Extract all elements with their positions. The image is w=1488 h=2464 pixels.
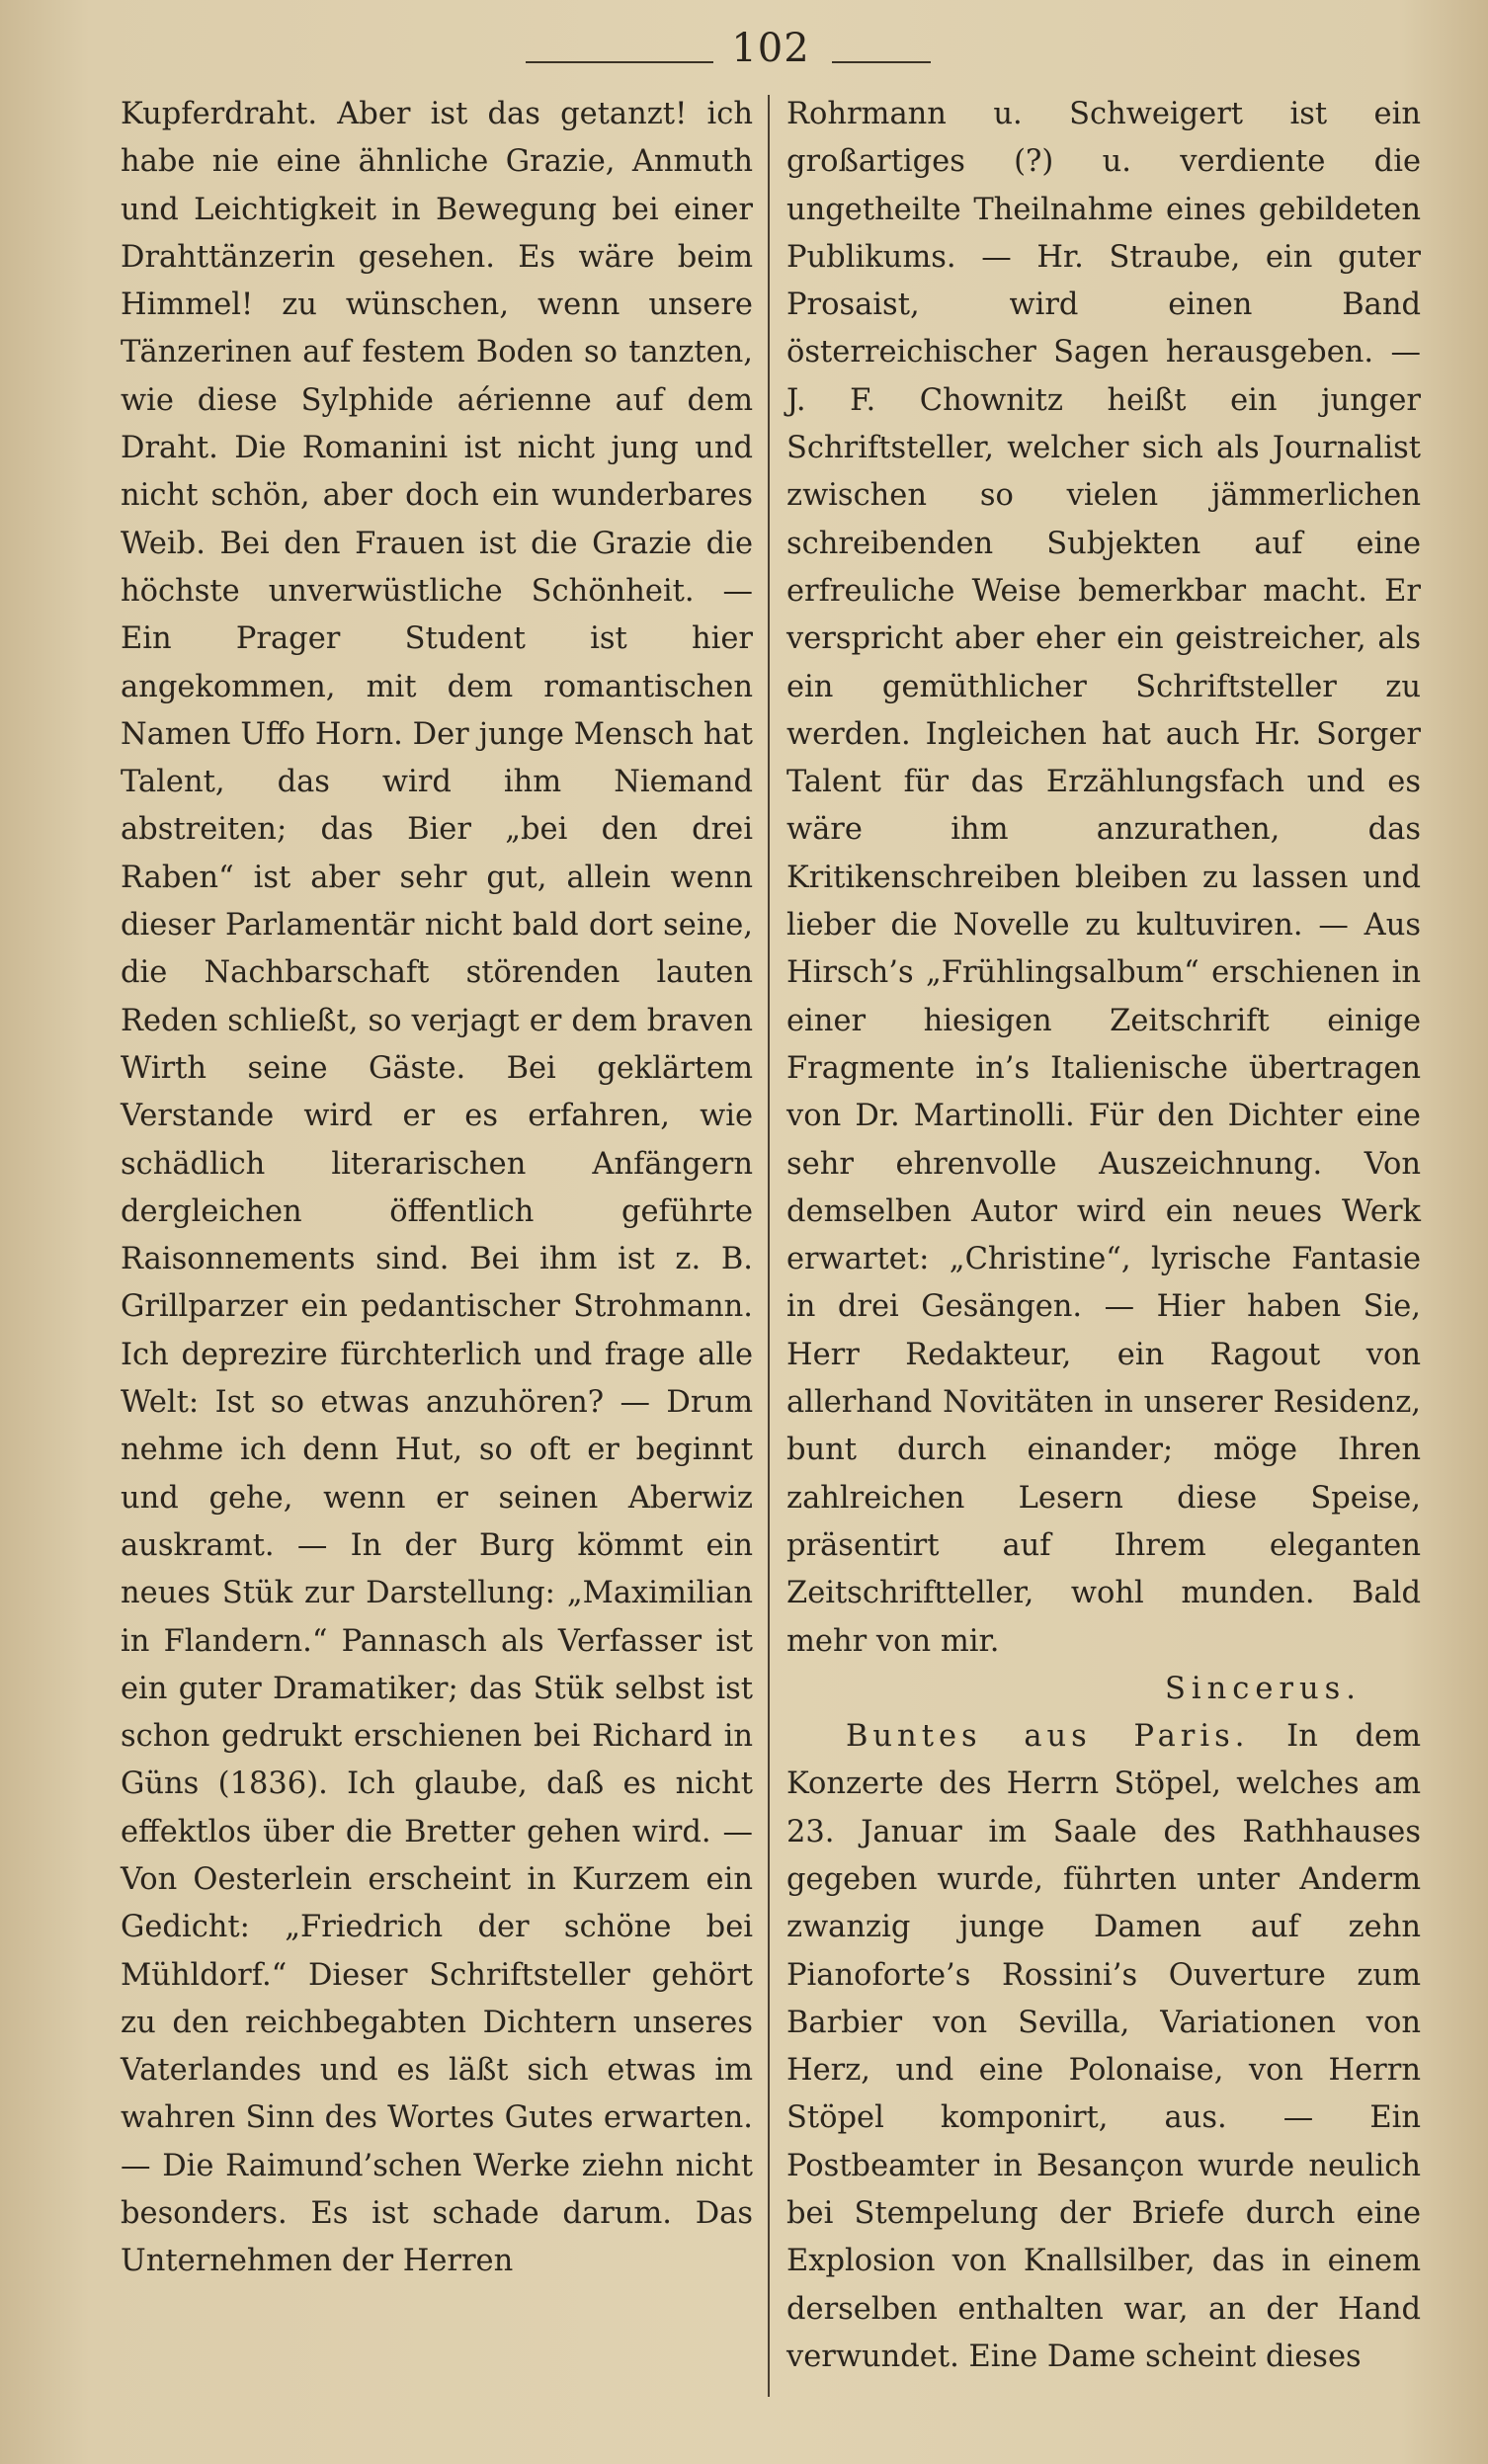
section-paragraph <box>786 1713 1421 2381</box>
section-title: Buntes aus Paris. <box>846 1719 1250 1755</box>
page-number: 102 <box>731 26 810 71</box>
right-column-paragraph-2: In dem Konzerte des Herrn Stöpel, welches am 23. Januar im Saale des Rathhauses gegeben wurde, führten unter Anderm zwanzig junge Damen auf zehn Pianoforte’s Rossini’s Ouverture zum Barbier von Sevilla, Variationen von Herz, und eine Polonaise, von Herrn Stöpel komponirt, aus. — Ein Postbeamter in Besançon wurde neulich bei Stempelung der Briefe durch eine Explosion von Knallsilber, das in einem derselben enthalten war, an der Hand verwundet. Eine Dame scheint dieses <box>786 1719 1422 2374</box>
column-divider <box>768 95 770 2397</box>
header-rule-left <box>526 61 713 63</box>
left-column <box>121 91 753 2286</box>
right-column <box>786 91 1421 2381</box>
header-rule-right <box>832 61 931 63</box>
right-column-paragraph-1: Rohrmann u. Schweigert ist ein großartiges (?) u. verdiente die ungetheilte Theilnahme eines gebildeten Publikums. — Hr. Straube, ein guter Prosaist, wird einen Band österreichischer Sagen herausgeben. — J. F. Chownitz heißt ein junger Schriftsteller, welcher sich als Journalist zwischen so vielen jämmerlichen schreibenden Subjekten auf eine erfreuliche Weise bemerkbar macht. Er verspricht aber eher ein geistreicher, als ein gemüthlicher Schriftsteller zu werden. Ingleichen hat auch Hr. Sorger Talent für das Erzählungsfach und es wäre ihm anzurathen, das Kritikenschreiben bleiben zu lassen und lieber die Novelle zu kultuviren. — Aus Hirsch’s „Frühlingsalbum“ erschienen in einer hiesigen Zeitschrift einige Fragmente in’s Italienische übertragen von Dr. Martinolli. Für den Dichter eine sehr ehrenvolle Auszeichnung. Von demselben Autor wird ein neues Werk erwartet: „Christine“, lyrische Fantasie in drei Gesängen. — Hier haben Sie, Herr Redakteur, ein Ragout von allerhand Novitäten in unserer Residenz, bunt durch einander; möge Ihren zahlreichen Lesern diese Speise, präsentirt auf Ihrem eleganten Zeitschriftteller, wohl munden. Bald mehr von mir. <box>786 97 1421 1659</box>
left-column-text: Kupferdraht. Aber ist das getanzt! ich habe nie eine ähnliche Grazie, Anmuth und Leichtigkeit in Bewegung bei einer Drahttänzerin gesehen. Es wäre beim Himmel! zu wünschen, wenn unsere Tänzerinen auf festem Boden so tanzten, wie diese Sylphide aérienne auf dem Draht. Die Romanini ist nicht jung und nicht schön, aber doch ein wunderbares Weib. Bei den Frauen ist die Grazie die höchste unverwüstliche Schönheit. — Ein Prager Student ist hier angekommen, mit dem romantischen Namen Uffo Horn. Der junge Mensch hat Talent, das wird ihm Niemand abstreiten; das Bier „bei den drei Raben“ ist aber sehr gut, allein wenn dieser Parlamentär nicht bald dort seine, die Nachbarschaft störenden lauten Reden schließt, so verjagt er dem braven Wirth seine Gäste. Bei geklärtem Verstande wird er es erfahren, wie schädlich literarischen Anfängern dergleichen öffentlich geführte Raisonnements sind. Bei ihm ist z. B. Grillparzer ein pedantischer Strohmann. Ich deprezire fürchterlich und frage alle Welt: Ist so etwas anzuhören? — Drum nehme ich denn Hut, so oft er beginnt und gehe, wenn er seinen Aberwiz auskramt. — In der Burg kömmt ein neues Stük zur Darstellung: „Maximilian in Flandern.“ Pannasch als Verfasser ist ein guter Dramatiker; das Stük selbst ist schon gedrukt erschienen bei Richard in Güns (1836). Ich glaube, daß es nicht effektlos über die Bretter gehen wird. — Von Oesterlein erscheint in Kurzem ein Gedicht: „Friedrich der schöne bei Mühldorf.“ Dieser Schriftsteller gehört zu den reichbegabten Dichtern unseres Vaterlandes und es läßt sich etwas im wahren Sinn des Wortes Gutes erwarten. — Die Raimund’schen Werke ziehn nicht besonders. Es ist schade darum. Das Unternehmen der Herren <box>121 97 753 2279</box>
signature: Sincerus. <box>1165 1671 1362 1706</box>
page-header <box>0 18 1488 77</box>
